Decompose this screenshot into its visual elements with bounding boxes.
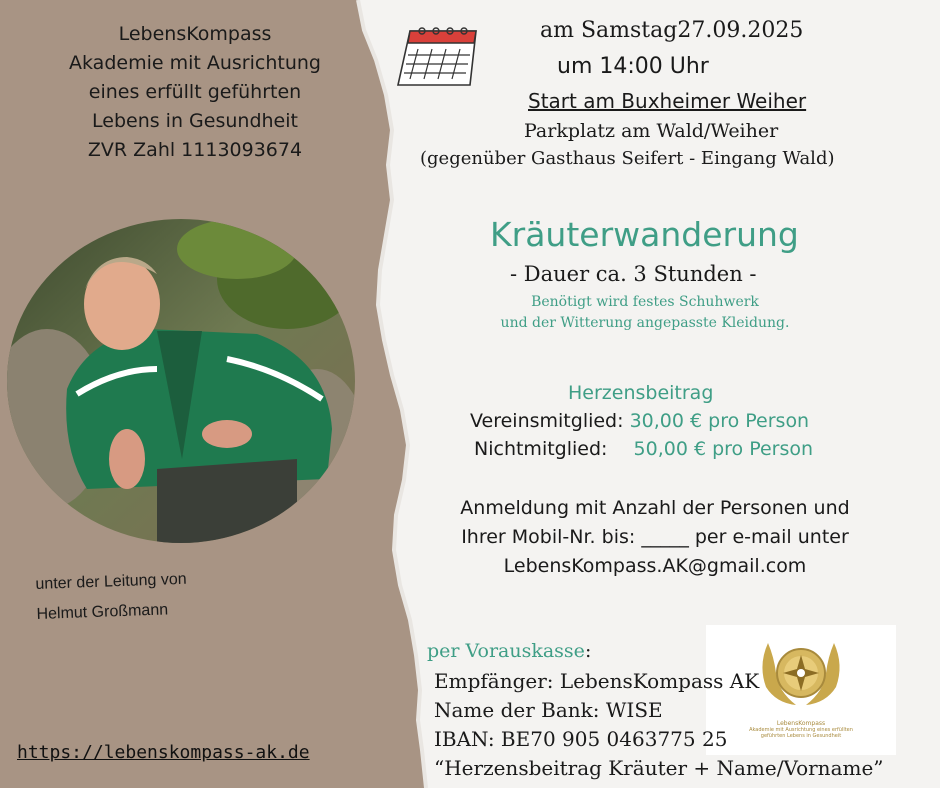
leader-name: Helmut Großmann bbox=[36, 601, 169, 623]
event-time: um 14:00 Uhr bbox=[557, 54, 709, 79]
registration-info bbox=[425, 494, 885, 581]
equipment-note-line-2: und der Witterung angepasste Kleidung. bbox=[500, 315, 790, 331]
org-name: LebensKompass bbox=[118, 23, 272, 45]
nonmember-price: 50,00 € pro Person bbox=[633, 438, 814, 460]
logo-tagline-2: geführten Lebens in Gesundheit bbox=[760, 733, 842, 739]
member-price: 30,00 € pro Person bbox=[629, 410, 810, 432]
org-line-2: Akademie mit Ausrichtung bbox=[69, 52, 321, 74]
event-duration: - Dauer ca. 3 Stunden - bbox=[510, 262, 757, 286]
payment-iban: IBAN: BE70 905 0463775 25 bbox=[434, 727, 728, 751]
payment-reference: “Herzensbeitrag Kräuter + Name/Vorname” bbox=[434, 756, 884, 780]
logo-tagline-1: Akademie mit Ausrichtung eines erfüllten bbox=[749, 727, 853, 733]
prepayment-colon: : bbox=[584, 640, 592, 662]
nonmember-label: Nichtmitglied: bbox=[474, 438, 608, 460]
payment-bank: Name der Bank: WISE bbox=[434, 698, 663, 722]
contribution-heading: Herzensbeitrag bbox=[568, 382, 714, 404]
registration-line-1: Anmeldung mit Anzahl der Personen und bbox=[460, 497, 850, 519]
event-parking: Parkplatz am Wald/Weiher bbox=[524, 120, 779, 142]
leader-credit bbox=[35, 565, 188, 630]
leader-intro: unter der Leitung von bbox=[35, 570, 187, 593]
org-line-4: Lebens in Gesundheit bbox=[92, 110, 298, 132]
registration-email[interactable]: LebensKompass.AK@gmail.com bbox=[503, 555, 807, 577]
payment-recipient: Empfänger: LebensKompass AK bbox=[434, 669, 760, 693]
member-price-row bbox=[470, 410, 809, 432]
registration-line-2: Ihrer Mobil-Nr. bis: _____ per e-mail unter bbox=[461, 526, 849, 548]
member-label: Vereinsmitglied: bbox=[470, 410, 624, 432]
nonmember-price-row bbox=[474, 438, 813, 460]
prepayment-heading bbox=[427, 640, 591, 662]
org-line-3: eines erfüllt geführten bbox=[88, 81, 302, 103]
website-link[interactable]: https://lebenskompass-ak.de bbox=[17, 742, 310, 763]
org-zvr: ZVR Zahl 1113093674 bbox=[87, 139, 303, 161]
event-start-location: Start am Buxheimer Weiher bbox=[528, 89, 807, 113]
prepayment-label: per Vorauskasse bbox=[427, 640, 585, 662]
leader-photo bbox=[7, 219, 355, 543]
logo-caption bbox=[706, 721, 896, 739]
event-title: Kräuterwanderung bbox=[490, 215, 799, 254]
organization-info bbox=[30, 20, 360, 165]
calendar-icon bbox=[396, 27, 480, 93]
event-date: am Samstag27.09.2025 bbox=[540, 18, 804, 43]
equipment-note-line-1: Benötigt wird festes Schuhwerk bbox=[531, 294, 759, 310]
logo-name: LebensKompass bbox=[776, 720, 826, 727]
event-parking-detail: (gegenüber Gasthaus Seifert - Eingang Wald) bbox=[420, 148, 835, 169]
equipment-note bbox=[470, 292, 820, 334]
